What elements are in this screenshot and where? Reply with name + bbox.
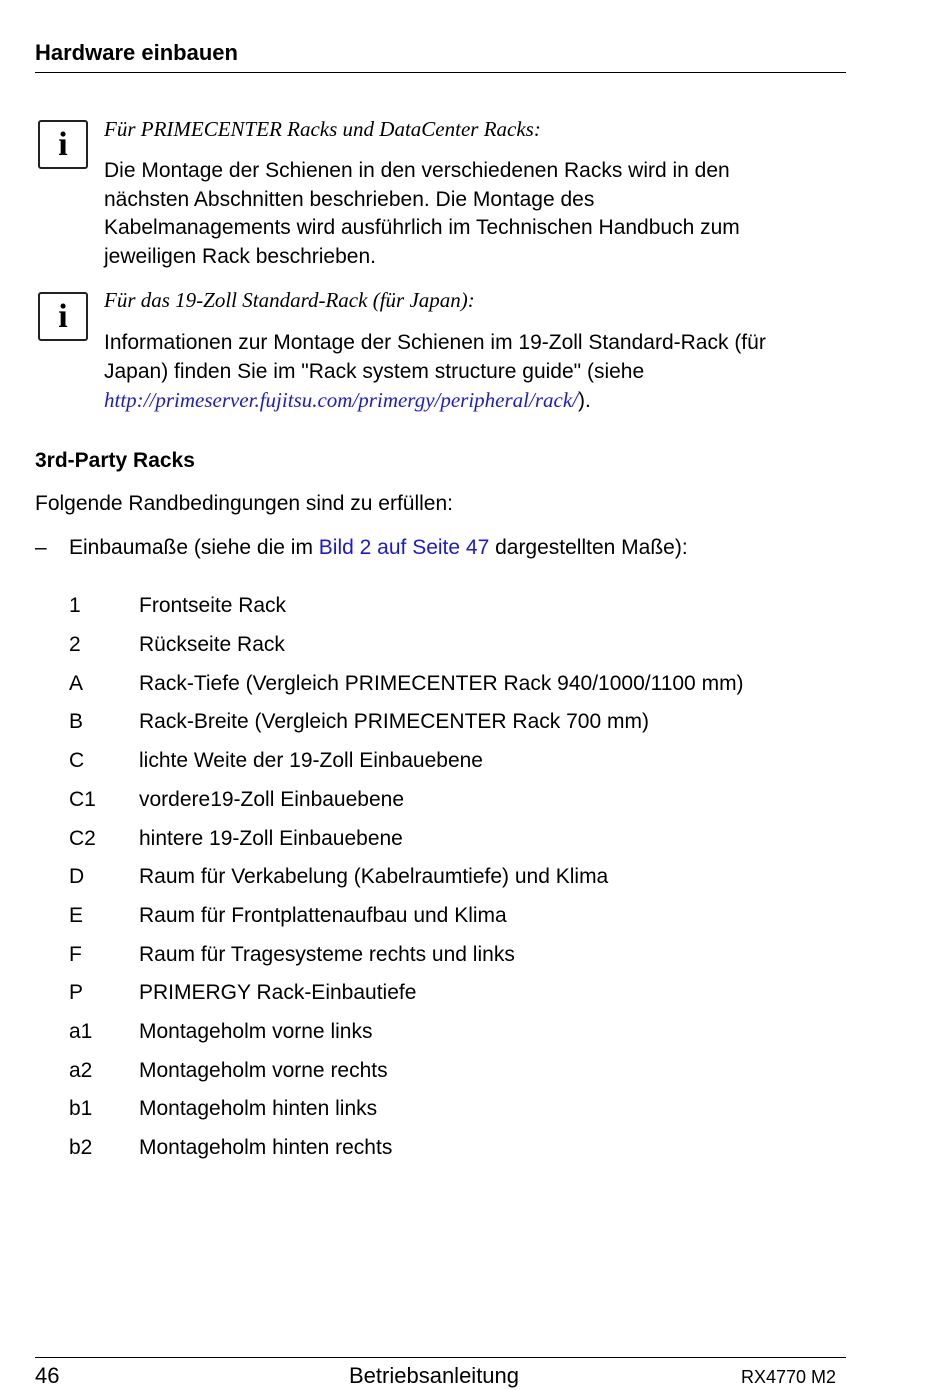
note-line: jeweiligen Rack beschrieben. xyxy=(104,245,376,269)
legend-desc: Montageholm hinten links xyxy=(139,1097,378,1120)
note-line: nächsten Abschnitten beschrieben. Die Montage des xyxy=(104,187,595,211)
legend-desc: hintere 19-Zoll Einbauebene xyxy=(139,827,403,850)
header-rule xyxy=(35,72,846,73)
section-title: 3rd-Party Racks xyxy=(35,449,195,472)
page-header-title: Hardware einbauen xyxy=(35,40,238,65)
figure-reference-link[interactable]: Bild 2 auf Seite 47 xyxy=(318,536,490,559)
legend-key: a2 xyxy=(69,1059,93,1082)
footer-model: RX4770 M2 xyxy=(741,1367,837,1387)
legend-desc: Raum für Tragesysteme rechts und links xyxy=(139,943,515,966)
link-suffix: ). xyxy=(578,389,591,413)
legend-key: a1 xyxy=(69,1020,93,1043)
footer-rule xyxy=(35,1357,846,1358)
legend-key: C1 xyxy=(69,788,96,811)
legend-key: F xyxy=(69,943,82,966)
section-intro: Folgende Randbedingungen sind zu erfüllen: xyxy=(35,492,453,515)
legend-desc: Raum für Verkabelung (Kabelraumtiefe) und Klima xyxy=(139,865,609,888)
info-icon: i xyxy=(38,292,88,341)
page-number: 46 xyxy=(35,1363,60,1388)
legend-key: C2 xyxy=(69,827,96,850)
note-line: Die Montage der Schienen in den verschiedenen Racks wird in den xyxy=(104,159,730,182)
legend-key: C xyxy=(69,749,85,772)
legend-desc: Montageholm vorne links xyxy=(139,1020,373,1043)
note-line: Kabelmanagements wird ausführlich im Technischen Handbuch zum xyxy=(104,216,740,240)
bullet-text-before: Einbaumaße (siehe die im xyxy=(69,536,319,559)
note-heading: Für PRIMECENTER Racks und DataCenter Racks: xyxy=(104,117,541,141)
note-body xyxy=(104,329,844,416)
footer-document-title: Betriebsanleitung xyxy=(349,1363,520,1388)
note-body xyxy=(104,157,844,272)
bullet-text-after: dargestellten Maße): xyxy=(489,536,688,559)
legend-key: 2 xyxy=(69,633,81,656)
legend-key: P xyxy=(69,981,84,1004)
legend-key: E xyxy=(69,904,84,927)
info-icon: i xyxy=(38,120,88,169)
bullet-text xyxy=(69,536,688,560)
legend-key: 1 xyxy=(69,594,81,617)
bullet-dash: – xyxy=(35,536,47,559)
legend-desc: Montageholm vorne rechts xyxy=(139,1059,388,1082)
legend-key: D xyxy=(69,865,85,888)
legend-key: b1 xyxy=(69,1097,93,1120)
legend-desc: Rack-Tiefe (Vergleich PRIMECENTER Rack 940/1000/1100 mm) xyxy=(139,672,744,695)
legend-desc: PRIMERGY Rack-Einbautiefe xyxy=(139,981,417,1004)
legend-desc: vordere19-Zoll Einbauebene xyxy=(139,788,405,811)
legend-desc: Frontseite Rack xyxy=(139,594,287,617)
legend-desc: Rack-Breite (Vergleich PRIMECENTER Rack 700 mm) xyxy=(139,710,649,733)
legend-desc: Rückseite Rack xyxy=(139,633,285,656)
legend-desc: Raum für Frontplattenaufbau und Klima xyxy=(139,904,507,927)
legend-key: b2 xyxy=(69,1136,93,1159)
note-link-line xyxy=(104,386,844,416)
legend-key: A xyxy=(69,672,84,695)
legend-desc: Montageholm hinten rechts xyxy=(139,1136,393,1159)
note-line: Informationen zur Montage der Schienen im 19-Zoll Standard-Rack (für xyxy=(104,331,766,354)
legend-desc: lichte Weite der 19-Zoll Einbauebene xyxy=(139,749,483,772)
legend-key: B xyxy=(69,710,84,733)
rack-guide-link[interactable]: http://primeserver.fujitsu.com/primergy/peripheral/rack/ xyxy=(104,388,578,413)
note-heading: Für das 19-Zoll Standard-Rack (für Japan): xyxy=(104,288,475,312)
note-line: Japan) finden Sie im "Rack system structure guide" (siehe xyxy=(104,359,645,383)
